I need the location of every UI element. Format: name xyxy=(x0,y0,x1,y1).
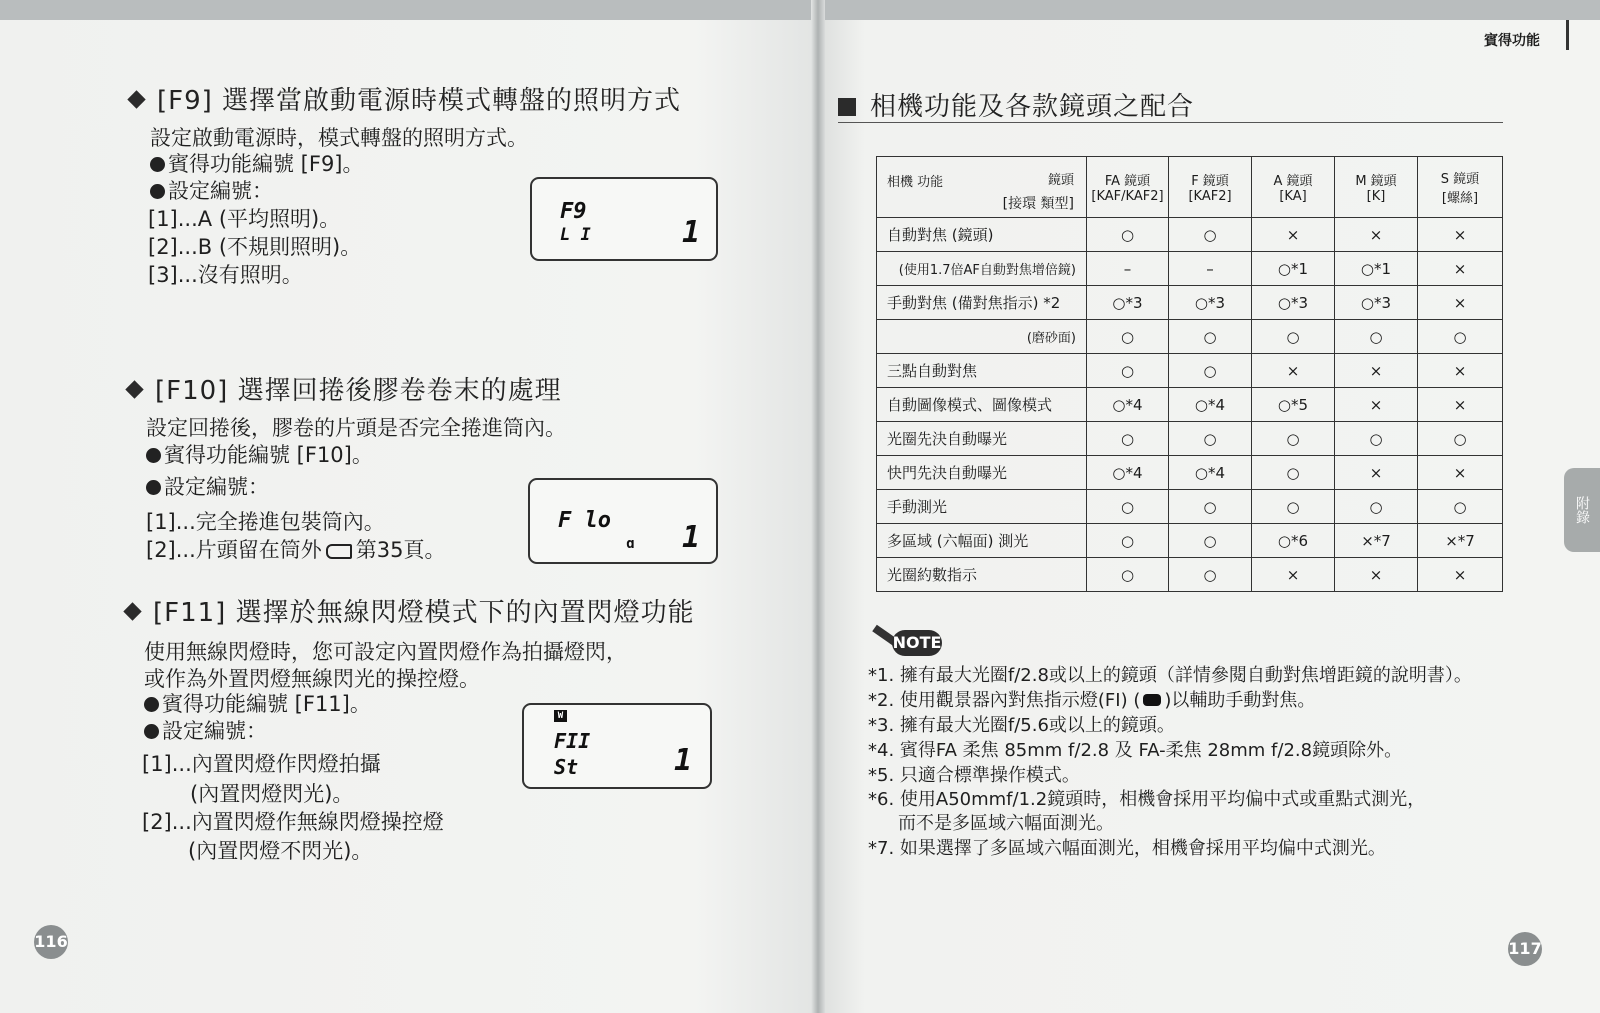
note-6-continued: 而不是多區域六幅面測光。 xyxy=(898,813,1114,834)
compat-cell: × xyxy=(1418,456,1503,490)
compat-heading xyxy=(838,86,1194,123)
f9-heading xyxy=(126,80,681,117)
page-number-left: 116 xyxy=(34,925,68,959)
table-row xyxy=(877,456,1503,490)
table-row xyxy=(877,490,1503,524)
row-function-label: 光圈約數指示 xyxy=(877,558,1087,592)
table-row xyxy=(877,286,1503,320)
f9-option-2: [2]...B (不規則照明)。 xyxy=(148,235,362,259)
f11-heading xyxy=(122,592,695,629)
row-function-label: 光圈先決自動曝光 xyxy=(877,422,1087,456)
compat-cell: × xyxy=(1252,558,1335,592)
compat-cell: ○ xyxy=(1169,490,1252,524)
compat-cell: ○ xyxy=(1252,422,1335,456)
f9-option-1: [1]...A (平均照明)。 xyxy=(148,207,341,231)
f11-setting-label: 設定編號： xyxy=(144,715,267,745)
lcd-value: 1 xyxy=(682,520,701,555)
row-function-label: 多區域 (六幅面) 測光 xyxy=(877,524,1087,558)
bullet-dot-icon xyxy=(144,724,159,739)
compat-cell: × xyxy=(1418,558,1503,592)
compat-cell: ○ xyxy=(1418,422,1503,456)
compat-cell: ○*3 xyxy=(1335,286,1418,320)
focus-indicator-icon xyxy=(1143,694,1161,706)
top-band xyxy=(818,0,1600,20)
f9-description: 設定啟動電源時，模式轉盤的照明方式。 xyxy=(150,126,528,150)
compat-cell: ○ xyxy=(1169,524,1252,558)
compat-cell: ○ xyxy=(1252,320,1335,354)
compat-cell: ○*4 xyxy=(1087,388,1169,422)
table-row xyxy=(877,320,1503,354)
row-function-label: 自動對焦 (鏡頭) xyxy=(877,218,1087,252)
compat-cell: ○ xyxy=(1087,320,1169,354)
header-col-s: S 鏡頭 [螺絲] xyxy=(1418,157,1503,218)
compat-cell: ○ xyxy=(1087,558,1169,592)
row-function-label: 三點自動對焦 xyxy=(877,354,1087,388)
heading-rule xyxy=(838,122,1503,123)
compat-cell: ○ xyxy=(1087,524,1169,558)
f9-lcd-display xyxy=(530,177,718,261)
compat-cell: × xyxy=(1335,388,1418,422)
f11-lcd-display xyxy=(522,703,712,789)
f10-title: [F10] 選擇回捲後膠卷卷末的處理 xyxy=(155,376,562,406)
compat-cell: × xyxy=(1335,354,1418,388)
compat-cell: – xyxy=(1169,252,1252,286)
f9-title: [F9] 選擇當啟動電源時模式轉盤的照明方式 xyxy=(157,86,682,116)
table-row xyxy=(877,558,1503,592)
note-7: *7. 如果選擇了多區域六幅面測光，相機會採用平均偏中式測光。 xyxy=(868,838,1386,859)
compat-cell: ○ xyxy=(1252,456,1335,490)
compat-cell: ○ xyxy=(1087,218,1169,252)
f11-option-1-sub: (內置閃燈閃光)。 xyxy=(190,782,354,806)
page-number-right: 117 xyxy=(1508,932,1542,966)
header-col-m: M 鏡頭 [K] xyxy=(1335,157,1418,218)
compat-cell: ○*4 xyxy=(1169,456,1252,490)
table-row xyxy=(877,388,1503,422)
f11-title: [F11] 選擇於無線閃燈模式下的內置閃燈功能 xyxy=(153,598,695,628)
book-gutter xyxy=(811,0,825,1013)
row-function-label: 手動對焦 (備對焦指示) *2 xyxy=(877,286,1087,320)
compat-cell: ○ xyxy=(1087,354,1169,388)
compat-cell: × xyxy=(1418,286,1503,320)
compat-cell: ○ xyxy=(1087,490,1169,524)
row-function-label: 快門先決自動曝光 xyxy=(877,456,1087,490)
row-function-label: (磨砂面) xyxy=(877,320,1087,354)
pointing-hand-icon xyxy=(326,544,352,559)
f10-heading xyxy=(124,370,562,407)
f10-description: 設定回捲後，膠卷的片頭是否完全捲進筒內。 xyxy=(146,416,566,440)
diamond-bullet-icon xyxy=(125,380,143,398)
bullet-dot-icon xyxy=(146,480,161,495)
f11-description-1: 使用無線閃燈時，您可設定內置閃燈作為拍攝燈閃， xyxy=(144,640,627,664)
f11-function-number: 賓得功能編號 [F11]。 xyxy=(144,688,371,718)
compat-cell: × xyxy=(1418,252,1503,286)
compat-cell: ○ xyxy=(1335,490,1418,524)
note-5: *5. 只適合標準操作模式。 xyxy=(868,765,1080,786)
diamond-bullet-icon xyxy=(127,90,145,108)
compat-cell: ○ xyxy=(1252,490,1335,524)
table-row xyxy=(877,218,1503,252)
table-row xyxy=(877,252,1503,286)
lcd-line-1: F lo xyxy=(558,508,611,533)
lcd-line-2: L I xyxy=(560,225,591,245)
header-function-label: 相機 功能 xyxy=(887,175,944,190)
row-function-label: (使用1.7倍AF自動對焦增倍鏡) xyxy=(877,252,1087,286)
compat-cell: ×*7 xyxy=(1418,524,1503,558)
compat-cell: × xyxy=(1335,218,1418,252)
note-1: *1. 擁有最大光圈f/2.8或以上的鏡頭（詳情參閱自動對焦增距鏡的說明書）。 xyxy=(868,665,1472,686)
lens-compatibility-table xyxy=(876,156,1503,592)
header-col-fa: FA 鏡頭 [KAF/KAF2] xyxy=(1087,157,1169,218)
top-band xyxy=(0,0,818,20)
bullet-dot-icon xyxy=(146,448,161,463)
compat-title: 相機功能及各款鏡頭之配合 xyxy=(870,92,1195,122)
square-bullet-icon xyxy=(838,98,856,116)
bullet-dot-icon xyxy=(150,184,165,199)
compat-cell: ○ xyxy=(1418,490,1503,524)
header-col-f: F 鏡頭 [KAF2] xyxy=(1169,157,1252,218)
diamond-bullet-icon xyxy=(123,602,141,620)
compat-cell: × xyxy=(1418,218,1503,252)
compat-cell: ×*7 xyxy=(1335,524,1418,558)
compat-cell: × xyxy=(1335,456,1418,490)
compat-cell: × xyxy=(1252,354,1335,388)
compat-cell: ○ xyxy=(1169,354,1252,388)
lcd-line-1: F9 xyxy=(560,199,587,224)
right-page xyxy=(818,0,1600,1013)
note-2: *2. 使用觀景器內對焦指示燈(FI) ( )以輔助手動對焦。 xyxy=(868,690,1316,711)
compat-cell: ○*6 xyxy=(1252,524,1335,558)
row-function-label: 自動圖像模式、圖像模式 xyxy=(877,388,1087,422)
f11-option-1: [1]...內置閃燈作閃燈拍攝 xyxy=(142,752,381,776)
f9-setting-label: 設定編號： xyxy=(150,175,273,205)
f10-lcd-display xyxy=(528,478,718,564)
lcd-line-1: FII xyxy=(554,729,591,753)
compat-cell: ○*1 xyxy=(1335,252,1418,286)
compat-cell: ○*4 xyxy=(1169,388,1252,422)
table-header-row xyxy=(877,157,1503,218)
table-row xyxy=(877,422,1503,456)
compat-cell: × xyxy=(1418,388,1503,422)
note-6: *6. 使用A50mmf/1.2鏡頭時，相機會採用平均偏中式或重點式測光， xyxy=(868,789,1426,810)
header-col-a: A 鏡頭 [KA] xyxy=(1252,157,1335,218)
running-head: 賓得功能 xyxy=(1484,33,1540,49)
table-row xyxy=(877,354,1503,388)
f10-function-number: 賓得功能編號 [F10]。 xyxy=(146,439,373,469)
compat-cell: – xyxy=(1087,252,1169,286)
compat-cell: × xyxy=(1335,558,1418,592)
lcd-value: 1 xyxy=(682,215,701,250)
f10-option-1: [1]...完全捲進包裝筒內。 xyxy=(146,510,385,534)
compat-cell: ○ xyxy=(1169,218,1252,252)
header-corner-cell xyxy=(877,157,1087,218)
bullet-dot-icon xyxy=(144,697,159,712)
table-row xyxy=(877,524,1503,558)
note-label: NOTE xyxy=(892,630,942,656)
header-mount-label: [接環 類型] xyxy=(1002,196,1074,212)
compat-cell: ○*1 xyxy=(1252,252,1335,286)
appendix-side-tab: 附錄 xyxy=(1564,468,1600,552)
compat-cell: × xyxy=(1418,354,1503,388)
compat-cell: ○*3 xyxy=(1252,286,1335,320)
note-3: *3. 擁有最大光圈f/5.6或以上的鏡頭。 xyxy=(868,715,1175,736)
lcd-value: 1 xyxy=(674,743,693,778)
compat-cell: × xyxy=(1252,218,1335,252)
f10-setting-label: 設定編號： xyxy=(146,471,269,501)
compat-cell: ○ xyxy=(1335,320,1418,354)
lcd-film-icon: ɑ xyxy=(626,536,635,552)
f11-description-2: 或作為外置閃燈無線閃光的操控燈。 xyxy=(144,667,480,691)
bullet-dot-icon xyxy=(150,157,165,172)
compat-cell: ○ xyxy=(1169,320,1252,354)
compat-cell: ○*4 xyxy=(1087,456,1169,490)
compat-cell: ○ xyxy=(1418,320,1503,354)
compat-cell: ○*3 xyxy=(1169,286,1252,320)
compat-cell: ○ xyxy=(1169,422,1252,456)
lcd-wireless-badge: W xyxy=(554,710,567,722)
f11-option-2: [2]...內置閃燈作無線閃燈操控燈 xyxy=(142,810,444,834)
row-function-label: 手動測光 xyxy=(877,490,1087,524)
compat-cell: ○*5 xyxy=(1252,388,1335,422)
f11-option-2-sub: (內置閃燈不閃光)。 xyxy=(188,839,373,863)
compat-cell: ○ xyxy=(1169,558,1252,592)
note-4: *4. 賓得FA 柔焦 85mm f/2.8 及 FA-柔焦 28mm f/2.8鏡頭除外。 xyxy=(868,740,1403,761)
lcd-line-2: St xyxy=(554,755,579,779)
header-lens-label: 鏡頭 xyxy=(1047,173,1074,188)
f9-function-number: 賓得功能編號 [F9]。 xyxy=(150,148,364,178)
f9-option-3: [3]...沒有照明。 xyxy=(148,263,303,287)
compat-cell: ○*3 xyxy=(1087,286,1169,320)
compat-cell: ○ xyxy=(1087,422,1169,456)
compat-cell: ○ xyxy=(1335,422,1418,456)
note-badge xyxy=(872,630,942,656)
running-head-bar xyxy=(1566,20,1569,50)
f10-option-2: [2]...片頭留在筒外 第35頁。 xyxy=(146,538,446,562)
